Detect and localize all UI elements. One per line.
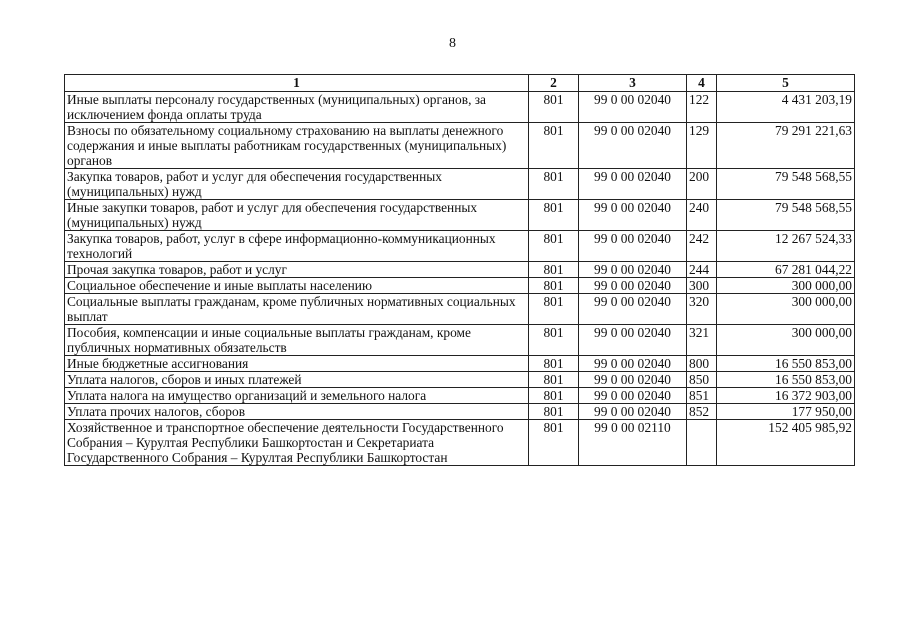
row-code-target: 99 0 00 02040 — [579, 404, 687, 420]
row-code-target: 99 0 00 02040 — [579, 123, 687, 169]
row-name: Пособия, компенсации и иные социальные выплаты гражданам, кроме публичных нормативных обязательств — [65, 325, 529, 356]
row-code-target: 99 0 00 02040 — [579, 92, 687, 123]
row-code-section: 801 — [529, 420, 579, 466]
row-code-section: 801 — [529, 404, 579, 420]
row-name: Взносы по обязательному социальному страхованию на выплаты денежного содержания и иные выплаты работникам государственных (муниципальных) органов — [65, 123, 529, 169]
row-amount: 300 000,00 — [717, 325, 855, 356]
row-amount: 16 550 853,00 — [717, 356, 855, 372]
row-name: Иные бюджетные ассигнования — [65, 356, 529, 372]
row-code-section: 801 — [529, 278, 579, 294]
row-name: Уплата налогов, сборов и иных платежей — [65, 372, 529, 388]
row-amount: 79 548 568,55 — [717, 200, 855, 231]
header-col-2: 2 — [529, 75, 579, 92]
table-row — [65, 92, 855, 123]
row-amount: 300 000,00 — [717, 278, 855, 294]
row-code-target: 99 0 00 02040 — [579, 325, 687, 356]
row-name: Закупка товаров, работ и услуг для обеспечения государственных (муниципальных) нужд — [65, 169, 529, 200]
table-row — [65, 356, 855, 372]
row-amount: 79 548 568,55 — [717, 169, 855, 200]
table-row — [65, 372, 855, 388]
header-col-1: 1 — [65, 75, 529, 92]
row-amount: 4 431 203,19 — [717, 92, 855, 123]
row-code-target: 99 0 00 02040 — [579, 262, 687, 278]
row-name: Уплата налога на имущество организаций и земельного налога — [65, 388, 529, 404]
table-row — [65, 325, 855, 356]
row-code-section: 801 — [529, 123, 579, 169]
table-row — [65, 200, 855, 231]
table-body — [65, 92, 855, 466]
row-code-expense: 122 — [687, 92, 717, 123]
header-row — [65, 75, 855, 92]
row-name: Иные закупки товаров, работ и услуг для обеспечения государственных (муниципальных) нужд — [65, 200, 529, 231]
row-code-expense — [687, 420, 717, 466]
budget-table — [64, 74, 855, 466]
row-amount: 67 281 044,22 — [717, 262, 855, 278]
row-name: Закупка товаров, работ, услуг в сфере информационно-коммуникационных технологий — [65, 231, 529, 262]
row-code-expense: 321 — [687, 325, 717, 356]
row-code-section: 801 — [529, 372, 579, 388]
row-code-section: 801 — [529, 262, 579, 278]
row-code-section: 801 — [529, 231, 579, 262]
row-code-target: 99 0 00 02040 — [579, 372, 687, 388]
row-code-section: 801 — [529, 200, 579, 231]
row-code-section: 801 — [529, 294, 579, 325]
row-code-expense: 851 — [687, 388, 717, 404]
row-amount: 152 405 985,92 — [717, 420, 855, 466]
row-code-section: 801 — [529, 388, 579, 404]
row-code-expense: 800 — [687, 356, 717, 372]
row-code-section: 801 — [529, 169, 579, 200]
row-amount: 12 267 524,33 — [717, 231, 855, 262]
row-code-target: 99 0 00 02040 — [579, 231, 687, 262]
row-amount: 177 950,00 — [717, 404, 855, 420]
row-code-target: 99 0 00 02040 — [579, 388, 687, 404]
table-row — [65, 231, 855, 262]
header-col-5: 5 — [717, 75, 855, 92]
table-row — [65, 123, 855, 169]
row-code-expense: 244 — [687, 262, 717, 278]
table-row — [65, 169, 855, 200]
table-row — [65, 262, 855, 278]
header-col-4: 4 — [687, 75, 717, 92]
row-name: Иные выплаты персоналу государственных (муниципальных) органов, за исключением фонда оплаты труда — [65, 92, 529, 123]
row-code-target: 99 0 00 02040 — [579, 278, 687, 294]
page-number: 8 — [449, 36, 456, 51]
row-code-expense: 240 — [687, 200, 717, 231]
row-code-expense: 242 — [687, 231, 717, 262]
row-amount: 79 291 221,63 — [717, 123, 855, 169]
table-row — [65, 278, 855, 294]
table-row — [65, 420, 855, 466]
row-code-expense: 852 — [687, 404, 717, 420]
row-name: Уплата прочих налогов, сборов — [65, 404, 529, 420]
table-header — [65, 75, 855, 92]
row-code-target: 99 0 00 02110 — [579, 420, 687, 466]
row-name: Социальные выплаты гражданам, кроме публичных нормативных социальных выплат — [65, 294, 529, 325]
row-code-expense: 200 — [687, 169, 717, 200]
row-code-expense: 320 — [687, 294, 717, 325]
row-amount: 16 550 853,00 — [717, 372, 855, 388]
row-code-target: 99 0 00 02040 — [579, 200, 687, 231]
row-amount: 16 372 903,00 — [717, 388, 855, 404]
row-code-target: 99 0 00 02040 — [579, 294, 687, 325]
row-code-section: 801 — [529, 325, 579, 356]
row-name: Социальное обеспечение и иные выплаты населению — [65, 278, 529, 294]
row-code-expense: 300 — [687, 278, 717, 294]
header-col-3: 3 — [579, 75, 687, 92]
row-code-target: 99 0 00 02040 — [579, 356, 687, 372]
row-code-section: 801 — [529, 92, 579, 123]
row-code-expense: 850 — [687, 372, 717, 388]
row-name: Хозяйственное и транспортное обеспечение деятельности Государственного Собрания – Курултая Республики Башкортостан и Секретариата Государственного Собрания – Курултая Республики Башкортостан — [65, 420, 529, 466]
row-code-target: 99 0 00 02040 — [579, 169, 687, 200]
row-name: Прочая закупка товаров, работ и услуг — [65, 262, 529, 278]
table-row — [65, 294, 855, 325]
row-code-section: 801 — [529, 356, 579, 372]
table-row — [65, 404, 855, 420]
row-code-expense: 129 — [687, 123, 717, 169]
table-row — [65, 388, 855, 404]
row-amount: 300 000,00 — [717, 294, 855, 325]
